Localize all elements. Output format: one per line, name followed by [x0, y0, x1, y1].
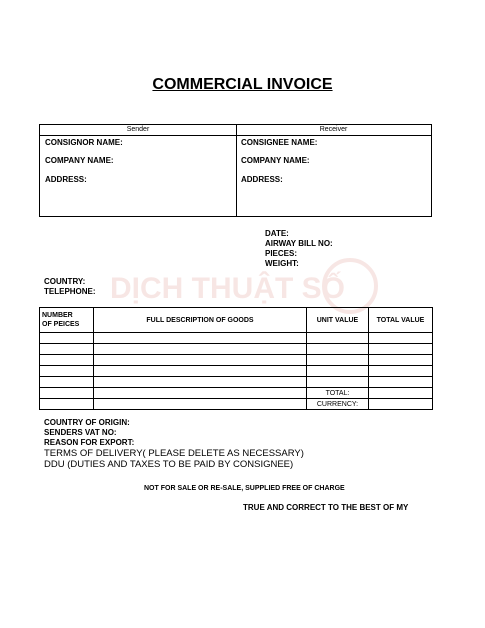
table-row	[40, 333, 433, 344]
table-cell[interactable]	[94, 344, 307, 355]
table-cell[interactable]	[94, 366, 307, 377]
table-cell[interactable]	[307, 377, 369, 388]
table-cell[interactable]	[40, 344, 94, 355]
weight-label: WEIGHT:	[265, 259, 299, 268]
table-cell[interactable]	[307, 333, 369, 344]
table-cell[interactable]	[369, 377, 433, 388]
not-for-sale-note: NOT FOR SALE OR RE-SALE, SUPPLIED FREE OF CHARGE	[144, 485, 345, 492]
ddu-line: DDU (DUTIES AND TAXES TO BE PAID BY CONSIGNEE)	[44, 459, 294, 470]
total-row	[40, 388, 433, 399]
watermark-text: DỊCH THUẬT SỐ	[110, 272, 345, 305]
table-cell[interactable]	[40, 366, 94, 377]
origin-label: COUNTRY OF ORIGIN:	[44, 418, 130, 427]
currency-row	[40, 399, 433, 410]
reason-label: REASON FOR EXPORT:	[44, 438, 135, 447]
sender-column	[40, 125, 237, 216]
table-cell[interactable]	[94, 377, 307, 388]
table-cell[interactable]	[40, 355, 94, 366]
receiver-company-label: COMPANY NAME:	[241, 156, 310, 165]
parties-box	[39, 124, 432, 217]
table-cell[interactable]	[94, 355, 307, 366]
table-cell[interactable]	[94, 388, 307, 399]
goods-table-header	[40, 308, 433, 333]
table-row	[40, 366, 433, 377]
sender-address-label: ADDRESS:	[45, 175, 87, 184]
table-cell[interactable]	[369, 366, 433, 377]
receiver-address-label: ADDRESS:	[241, 175, 283, 184]
table-cell[interactable]	[94, 333, 307, 344]
table-cell[interactable]	[40, 377, 94, 388]
table-cell[interactable]	[94, 399, 307, 410]
table-row	[40, 377, 433, 388]
country-label: COUNTRY:	[44, 277, 86, 286]
currency-label: CURRENCY:	[307, 399, 369, 410]
consignee-name-label: CONSIGNEE NAME:	[241, 138, 318, 147]
export-info	[44, 418, 304, 470]
total-value-cell[interactable]	[369, 388, 433, 399]
header-number-of-pieces	[40, 308, 94, 333]
table-row	[40, 344, 433, 355]
table-cell[interactable]	[369, 344, 433, 355]
vat-label: SENDERS VAT NO:	[44, 428, 117, 437]
header-description: FULL DESCRIPTION OF GOODS	[94, 308, 307, 333]
table-cell[interactable]	[369, 333, 433, 344]
contact-info	[44, 277, 96, 297]
table-row	[40, 355, 433, 366]
header-pieces-line2: OF PEICES	[42, 321, 80, 328]
shipment-info	[265, 229, 333, 269]
header-total-value: TOTAL VALUE	[369, 308, 433, 333]
header-pieces-line1: NUMBER	[42, 312, 73, 319]
table-cell[interactable]	[307, 366, 369, 377]
terms-of-delivery: TERMS OF DELIVERY( PLEASE DELETE AS NECESSARY)	[44, 448, 304, 459]
table-cell[interactable]	[369, 355, 433, 366]
table-cell[interactable]	[307, 344, 369, 355]
table-cell[interactable]	[40, 399, 94, 410]
invoice-title: COMMERCIAL INVOICE	[152, 76, 333, 93]
consignor-name-label: CONSIGNOR NAME:	[45, 138, 123, 147]
total-label: TOTAL:	[307, 388, 369, 399]
goods-table	[39, 307, 433, 410]
sender-company-label: COMPANY NAME:	[45, 156, 114, 165]
table-cell[interactable]	[40, 333, 94, 344]
airway-bill-label: AIRWAY BILL NO:	[265, 239, 333, 248]
table-cell[interactable]	[307, 355, 369, 366]
declaration-line: TRUE AND CORRECT TO THE BEST OF MY	[243, 503, 409, 512]
date-label: DATE:	[265, 229, 289, 238]
table-cell[interactable]	[40, 388, 94, 399]
receiver-header: Receiver	[236, 125, 431, 136]
telephone-label: TELEPHONE:	[44, 287, 96, 296]
header-unit-value: UNIT VALUE	[307, 308, 369, 333]
currency-value-cell[interactable]	[369, 399, 433, 410]
pieces-label: PIECES:	[265, 249, 298, 258]
receiver-column	[236, 125, 431, 216]
sender-header: Sender	[40, 125, 236, 136]
